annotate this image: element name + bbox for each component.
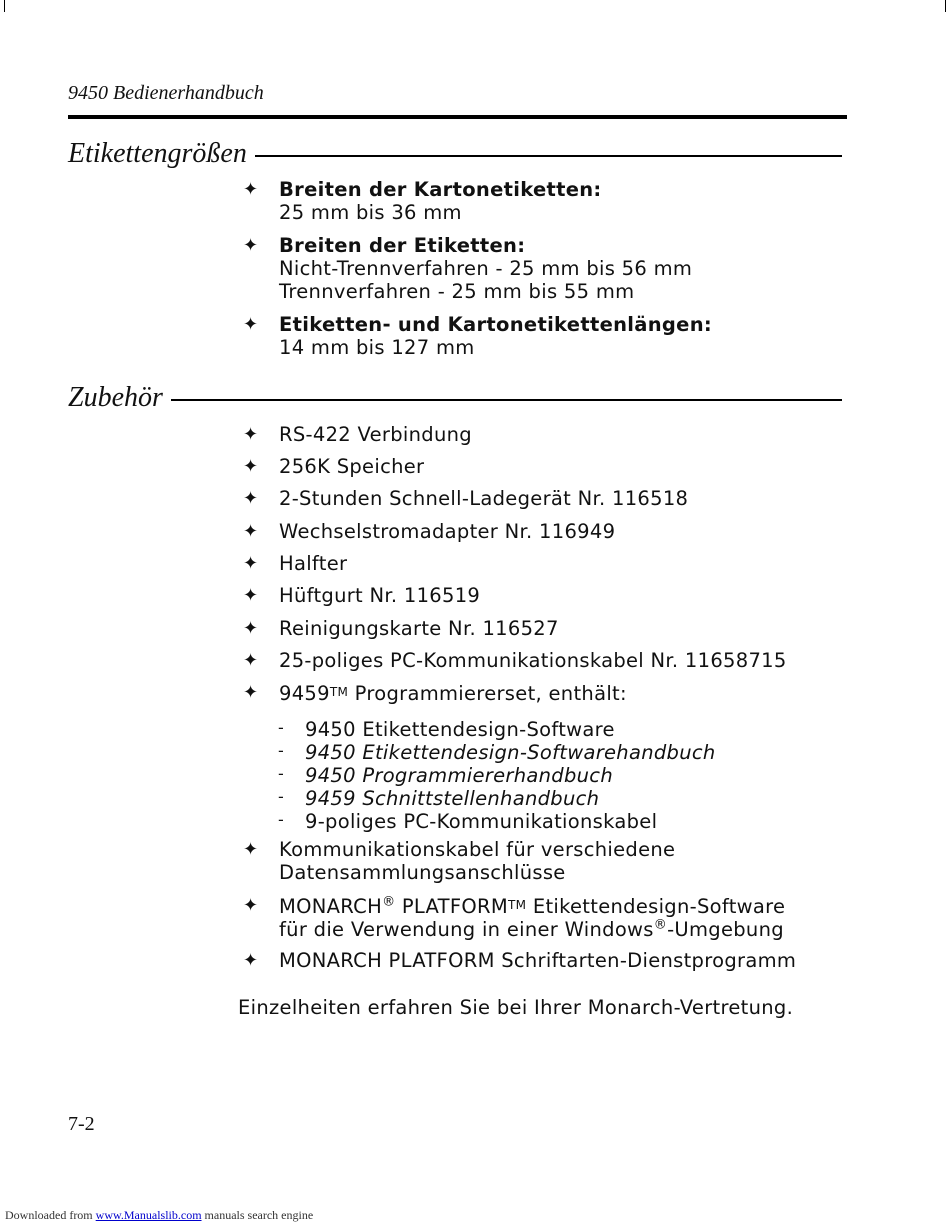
bullet-icon: ✦ <box>243 650 259 671</box>
footer-prefix: Downloaded from <box>5 1208 96 1222</box>
sublist-text: 9459 Schnittstellenhandbuch <box>305 787 600 810</box>
item-value: 25 mm bis 36 mm <box>279 201 462 224</box>
item-text: MONARCH PLATFORM Schriftarten-Dienstprogramm <box>279 949 797 972</box>
bullet-icon: ✦ <box>243 950 259 971</box>
dash-marker: - <box>278 718 285 737</box>
item-text: Kommunikationskabel für verschiedene <box>279 838 676 861</box>
item-text: Wechselstromadapter Nr. 116949 <box>279 520 616 543</box>
running-head: 9450 Bedienerhandbuch <box>68 82 264 104</box>
sublist-text: 9450 Programmiererhandbuch <box>305 764 613 787</box>
item-text: Halfter <box>279 552 348 575</box>
sublist-text: 9-poliges PC-Kommunikationskabel <box>305 810 658 833</box>
kit-description: Programmiererset, enthält: <box>348 682 627 705</box>
item-label: Breiten der Etiketten: <box>279 234 526 257</box>
bullet-icon: ✦ <box>243 839 259 860</box>
bullet-icon: ✦ <box>243 618 259 639</box>
section-heading-label-sizes <box>68 138 842 170</box>
brand-name: MONARCH <box>279 895 383 918</box>
item-value: 14 mm bis 127 mm <box>279 336 475 359</box>
product-name: PLATFORM <box>395 895 509 918</box>
download-footer <box>5 1208 313 1223</box>
section-rule <box>171 399 842 401</box>
bullet-icon: ✦ <box>243 456 259 477</box>
bullet-icon: ✦ <box>243 553 259 574</box>
item-text: 2-Stunden Schnell-Ladegerät Nr. 116518 <box>279 487 689 510</box>
bullet-icon: ✦ <box>243 235 259 256</box>
dash-marker: - <box>278 741 285 760</box>
product-description: Etikettendesign-Software <box>526 895 786 918</box>
header-rule <box>68 115 847 119</box>
bullet-icon: ✦ <box>243 488 259 509</box>
section-rule <box>255 155 842 157</box>
crop-mark-top-left <box>4 0 5 12</box>
dash-marker: - <box>278 787 285 806</box>
closing-note: Einzelheiten erfahren Sie bei Ihrer Monarch-Vertretung. <box>238 996 794 1019</box>
bullet-icon: ✦ <box>243 424 259 445</box>
item-text: 256K Speicher <box>279 455 425 478</box>
section-title: Zubehör <box>68 382 163 413</box>
bullet-icon: ✦ <box>243 179 259 200</box>
item-text: für die Verwendung in einer Windows <box>279 918 654 941</box>
item-value: Nicht-Trennverfahren - 25 mm bis 56 mm <box>279 257 693 280</box>
footer-suffix: manuals search engine <box>201 1208 314 1222</box>
item-text: 25-poliges PC-Kommunikationskabel Nr. 11658715 <box>279 649 787 672</box>
bullet-icon: ✦ <box>243 585 259 606</box>
bullet-icon: ✦ <box>243 314 259 335</box>
dash-marker: - <box>278 810 285 829</box>
dash-marker: - <box>278 764 285 783</box>
item-text: -Umgebung <box>667 918 784 941</box>
section-title: Etikettengrößen <box>68 138 247 169</box>
bullet-icon: ✦ <box>243 521 259 542</box>
item-text: Reinigungskarte Nr. 116527 <box>279 617 559 640</box>
section-heading-accessories <box>68 382 842 414</box>
item-text: RS-422 Verbindung <box>279 423 472 446</box>
item-value: Trennverfahren - 25 mm bis 55 mm <box>279 280 635 303</box>
item-label: Etiketten- und Kartonetikettenlängen: <box>279 313 712 336</box>
sublist-text: 9450 Etikettendesign-Softwarehandbuch <box>305 741 716 764</box>
manualslib-link[interactable]: www.Manualslib.com <box>95 1208 202 1222</box>
registered-symbol: ® <box>653 917 668 933</box>
item-label: Breiten der Kartonetiketten: <box>279 178 602 201</box>
trademark-symbol: TM <box>329 685 349 699</box>
item-text: Datensammlungsanschlüsse <box>279 861 566 884</box>
item-text: Hüftgurt Nr. 116519 <box>279 584 481 607</box>
sublist-text: 9450 Etikettendesign-Software <box>305 718 615 741</box>
page-number: 7-2 <box>68 1113 95 1135</box>
crop-mark-top-right <box>945 0 946 12</box>
bullet-icon: ✦ <box>243 682 259 703</box>
registered-symbol: ® <box>382 894 396 910</box>
kit-name: 9459 <box>279 682 330 705</box>
bullet-icon: ✦ <box>243 895 259 916</box>
trademark-symbol: TM <box>508 898 527 912</box>
